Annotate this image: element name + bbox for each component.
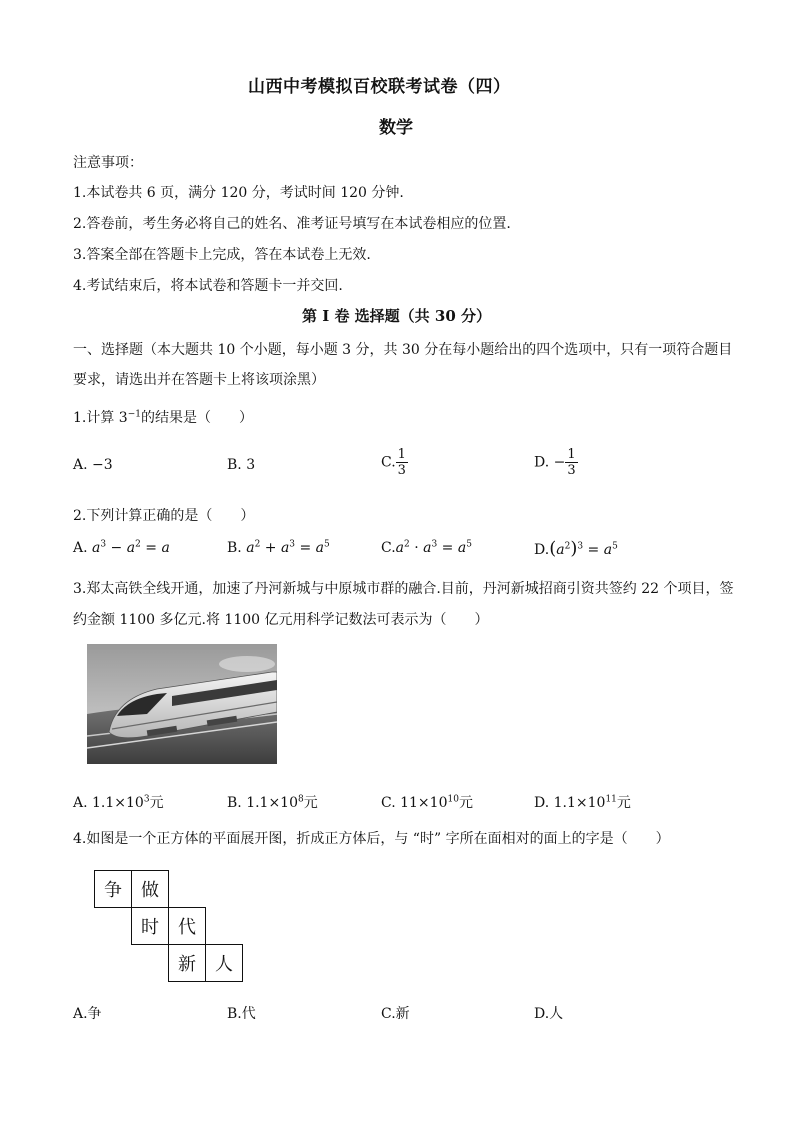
note-item: 4.考试结束后，将本试卷和答题卡一并交回. xyxy=(73,278,343,294)
q4-option-d: D.人 xyxy=(534,1006,564,1022)
q4-option-a: A.争 xyxy=(73,1006,102,1022)
q3-option-b: B. $1.1\times 10^8$元 xyxy=(227,794,318,811)
q2-option-a: A. $a^3 - a^2 = a$ xyxy=(73,539,170,556)
question-4-stem: 4.如图是一个正方体的平面展开图，折成正方体后，与 “时” 字所在面相对的面上的字是（ ） xyxy=(73,831,670,847)
cube-face: 时 xyxy=(131,907,169,945)
q2-option-d: $D.(a^2)^3 = a^5$ xyxy=(534,538,618,559)
cube-face: 争 xyxy=(94,870,132,908)
question-3-stem: 约金额 1100 多亿元.将 1100 亿元用科学记数法可表示为（ ） xyxy=(73,612,489,628)
cube-face: 新 xyxy=(168,944,206,982)
q3-option-d: D. $1.1\times 10^{11}$元 xyxy=(534,794,631,811)
cube-face: 人 xyxy=(205,944,243,982)
note-item: 3.答案全部在答题卡上完成，答在本试卷上无效. xyxy=(73,247,371,263)
q3-option-a: A. $1.1\times 10^3$元 xyxy=(73,794,164,811)
fraction: $\frac{1}{3}$ xyxy=(567,447,576,478)
cube-net xyxy=(94,870,246,984)
question-2-stem: 2.下列计算正确的是（ ） xyxy=(73,508,255,524)
q4-option-b: B.代 xyxy=(227,1006,256,1022)
question-3-stem: 3.郑太高铁全线开通，加速了丹河新城与中原城市群的融合.目前，丹河新城招商引资共签约 22 个项目，签 xyxy=(73,581,734,597)
q1-option-b: B. 3 xyxy=(227,457,256,473)
q1-option-a: A. −3 xyxy=(73,457,113,473)
q1-option-d: D. − $\frac{1}{3}$ xyxy=(534,447,576,478)
notes-heading: 注意事项： xyxy=(73,155,143,171)
section-instructions: 要求，请选出并在答题卡上将该项涂黑） xyxy=(73,372,325,388)
section-title: 第 I 卷 选择题（共 30 分） xyxy=(302,307,492,325)
q3-option-c: C. $11\times 10^{10}$元 xyxy=(381,794,473,811)
question-1-stem: 1.计算 $3^{-1}$的结果是（ ） xyxy=(73,409,253,426)
subject-title: 数学 xyxy=(379,118,413,138)
q2-option-b: B. $a^2 + a^3 = a^5$ xyxy=(227,539,330,556)
q1-option-c: C. $\frac{1}{3}$ xyxy=(381,447,406,478)
cube-face: 代 xyxy=(168,907,206,945)
cube-face: 做 xyxy=(131,870,169,908)
train-photo xyxy=(87,644,277,764)
note-item: 2.答卷前，考生务必将自己的姓名、准考证号填写在本试卷相应的位置. xyxy=(73,216,511,232)
section-instructions: 一、选择题（本大题共 10 个小题，每小题 3 分，共 30 分在每小题给出的四个选项中，只有一项符合题目 xyxy=(73,342,733,358)
exam-title: 山西中考模拟百校联考试卷（四） xyxy=(248,77,511,97)
fraction: $\frac{1}{3}$ xyxy=(397,447,406,478)
q2-option-c: $C.a^2 \cdot a^3 = a^5$ xyxy=(381,539,472,556)
note-item: 1.本试卷共 6 页，满分 120 分，考试时间 120 分钟. xyxy=(73,185,404,201)
q4-option-c: C.新 xyxy=(381,1006,410,1022)
